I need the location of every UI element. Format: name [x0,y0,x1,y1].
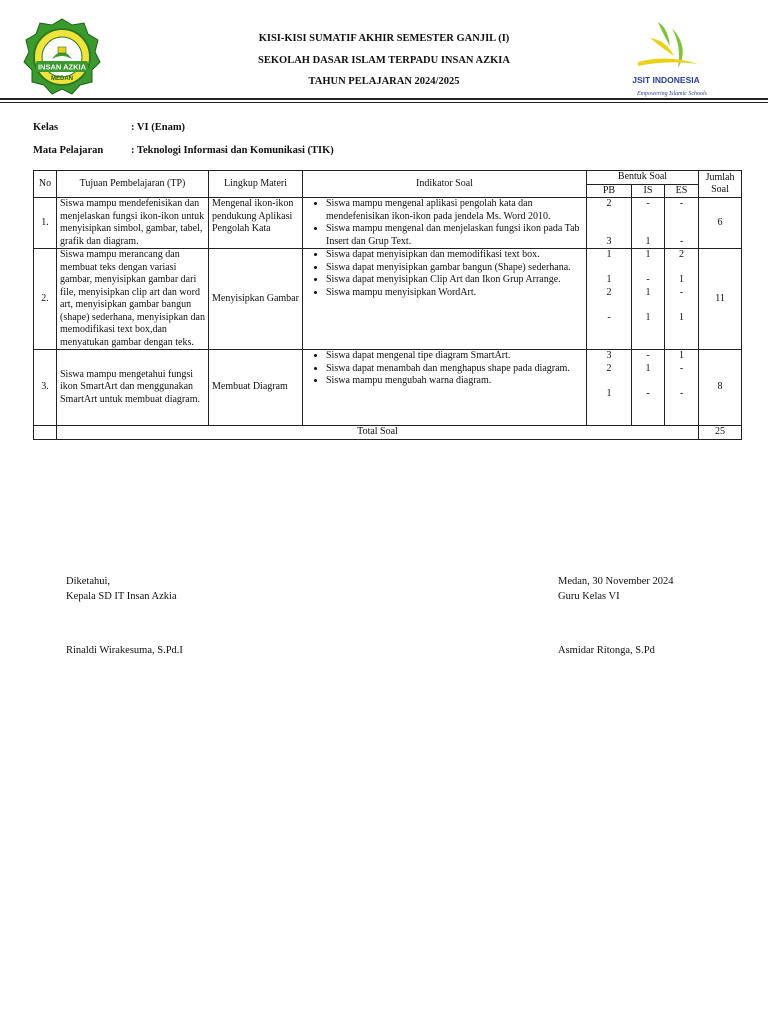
row-es [665,350,699,426]
table-row [34,198,742,249]
kisi-kisi-table [33,170,742,440]
pb-value: 3 [606,235,612,247]
title-line-2: SEKOLAH DASAR ISLAM TERPADU INSAN AZKIA [258,55,510,66]
es-value: 1 [679,311,684,323]
indikator-item: • Siswa dapat menambah dan menghapus shape pada diagram. [326,363,583,376]
pb-value [590,375,628,388]
row-tp: Siswa mampu merancang dan membuat teks dengan variasi gambar, menyisipkan gambar dari file, menyisipkan clip art dan word art, menyisipkan gambar bangun (shape) sederhana, menyisipkan dan memodifikasi text box,dan menyatukan gambar dengan teks. [57,249,209,350]
row-es [665,249,699,350]
is-value [635,262,661,275]
pb-value: 2 [606,198,612,209]
row-jumlah: 8 [699,350,742,426]
es-value: - [679,286,684,298]
svg-text:Empowering Islamic Schools: Empowering Islamic Schools [637,91,707,97]
svg-text:MEDAN: MEDAN [51,76,73,82]
header-jumlah: Jumlah Soal [699,171,742,198]
row-no: 1. [34,198,57,249]
sign-right-line1: Medan, 30 November 2024 [558,576,674,587]
pb-value: - [607,311,611,323]
row-pb [587,350,632,426]
is-value [635,299,661,312]
es-value [668,299,695,312]
pb-value [590,223,628,236]
sign-left-line2: Kepala SD IT Insan Azkia [66,591,177,602]
mapel-label: Mata Pelajaran [33,145,104,156]
es-value: 1 [679,274,684,285]
es-value: - [679,198,684,209]
row-jumlah: 11 [699,249,742,350]
mapel-row [33,145,334,156]
document-header [0,0,768,100]
row-no: 3. [34,350,57,426]
header-tp: Tujuan Pembelajaran (TP) [57,171,209,198]
row-is [632,350,665,426]
total-row [34,426,742,440]
title-line-1: KISI-KISI SUMATIF AKHIR SEMESTER GANJIL (I) [258,33,510,44]
row-lingkup: Mengenal ikon-ikon pendukung Aplikasi Pengolah Kata [209,198,303,249]
row-tp: Siswa mampu mendefenisikan dan menjelaskan fungsi ikon-ikon untuk menyisipkan simbol, gambar, tabel, grafik dan diagram. [57,198,209,249]
sign-right-name: Asmidar Ritonga, S.Pd [558,645,655,656]
row-lingkup: Membuat Diagram [209,350,303,426]
es-value: - [679,387,684,399]
header-lingkup: Lingkup Materi [209,171,303,198]
es-value: 2 [679,249,684,260]
row-indikator [303,350,587,426]
jsit-indonesia-logo [628,18,714,100]
header-rule-thick [0,98,768,100]
total-blank [34,426,57,440]
indikator-item: • Siswa mampu mengenal dan menjelaskan fungsi ikon pada Tab Insert dan Grup Text. [326,223,583,248]
is-value: 1 [645,235,651,247]
row-indikator [303,198,587,249]
kelas-label: Kelas [33,122,59,133]
row-is [632,249,665,350]
is-value: - [646,350,650,361]
header-pb: PB [587,184,632,198]
es-value [668,262,695,275]
pb-value [590,299,628,312]
total-label: Total Soal [57,426,699,440]
sign-right-line2: Guru Kelas VI [558,591,620,602]
header-no: No [34,171,57,198]
header-is: IS [632,184,665,198]
pb-value [590,262,628,275]
indikator-item: • Siswa dapat menyisipkan gambar bangun (Shape) sederhana. [326,262,583,275]
row-indikator [303,249,587,350]
indikator-item: • Siswa mampu menyisipkan WordArt. [326,287,583,300]
pb-value: 1 [606,387,612,399]
mapel-value: : Teknologi Informasi dan Komunikasi (TIK) [131,145,334,156]
table-row [34,249,742,350]
row-es [665,198,699,249]
pb-value: 2 [606,286,612,298]
indikator-item: • Siswa dapat mengenal tipe diagram SmartArt. [326,350,583,363]
sign-left-line1: Diketahui, [66,576,111,587]
header-bentuk-soal: Bentuk Soal [587,171,699,185]
is-value [635,223,661,236]
is-value: 1 [645,286,651,298]
indikator-item: • Siswa dapat menyisipkan Clip Art dan Ikon Grup Arrange. [326,274,583,287]
pb-value: 1 [606,249,612,260]
header-indikator: Indikator Soal [303,171,587,198]
pb-value: 3 [606,350,612,361]
is-value: - [646,274,650,285]
es-value [668,375,695,388]
row-jumlah: 6 [699,198,742,249]
es-value [668,223,695,236]
header-es: ES [665,184,699,198]
svg-text:JSIT INDONESIA: JSIT INDONESIA [632,75,700,85]
svg-text:INSAN AZKIA: INSAN AZKIA [37,62,87,72]
es-value [668,211,695,224]
pb-value: 1 [606,274,612,285]
is-value [635,375,661,388]
indikator-item: • Siswa mampu mengubah warna diagram. [326,375,583,388]
es-value: - [679,362,684,374]
is-value [635,211,661,224]
row-pb [587,198,632,249]
is-value: - [646,198,650,209]
title-line-3: TAHUN PELAJARAN 2024/2025 [308,76,460,87]
es-value: 1 [679,350,684,361]
total-value: 25 [699,426,742,440]
is-value: - [646,387,650,399]
pb-value [590,211,628,224]
is-value: 1 [645,311,651,323]
kelas-value: : VI (Enam) [131,122,186,133]
row-is [632,198,665,249]
row-lingkup: Menyisipkan Gambar [209,249,303,350]
es-value: - [679,235,684,247]
is-value: 1 [645,249,651,260]
indikator-item: • Siswa dapat menyisipkan dan memodifikasi text box. [326,249,583,262]
row-tp: Siswa mampu mengetahui fungsi ikon SmartArt dan menggunakan SmartArt untuk membuat diagram. [57,350,209,426]
indikator-item: • Siswa mampu mengenal aplikasi pengolah kata dan mendefenisikan ikon-ikon pada jendela Ms. Word 2010. [326,198,583,223]
header-rule-thin [0,102,768,103]
is-value: 1 [645,362,651,374]
row-pb [587,249,632,350]
kelas-row [33,122,186,133]
pb-value: 2 [606,362,612,374]
table-row [34,350,742,426]
row-no: 2. [34,249,57,350]
sign-left-name: Rinaldi Wirakesuma, S.Pd.I [66,645,183,656]
